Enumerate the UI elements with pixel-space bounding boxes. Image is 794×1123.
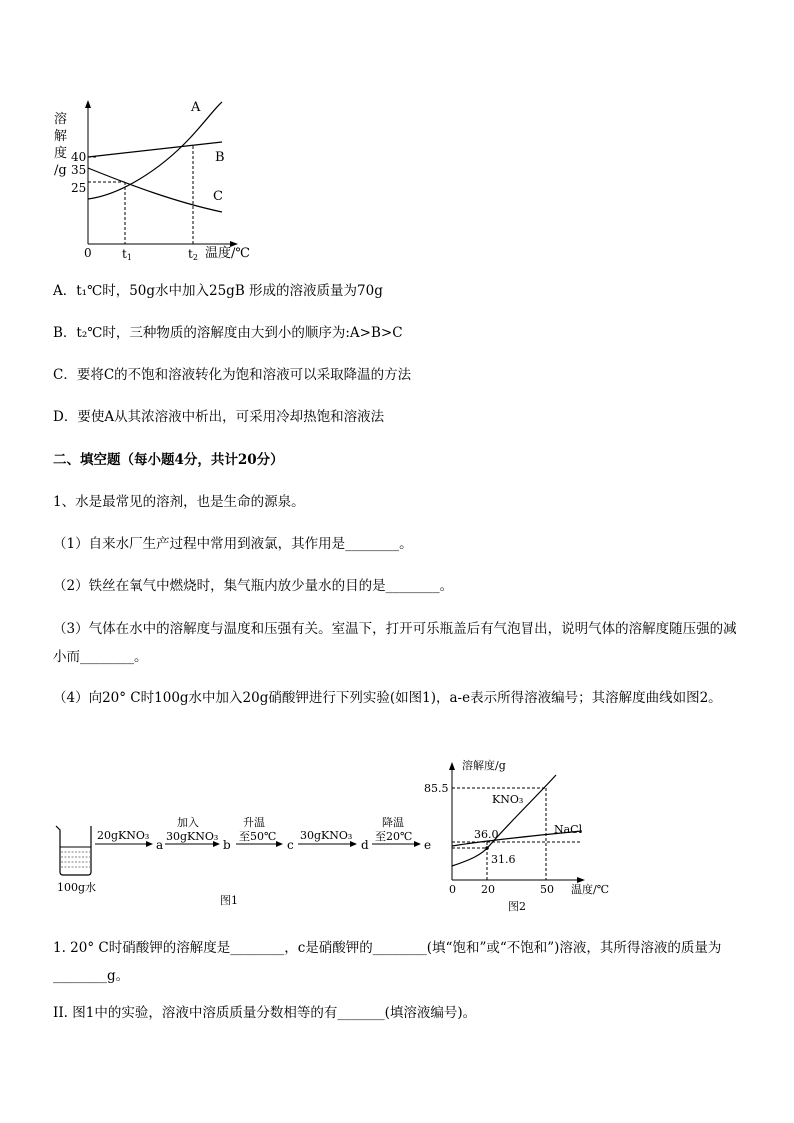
step-2-label-bottom: 30gKNO₃	[166, 830, 219, 843]
curve-b	[88, 142, 222, 157]
curve-c	[88, 168, 222, 212]
solubility-graph-abc	[50, 95, 260, 265]
fig2-y-axis-arrow	[449, 762, 455, 770]
step-1-label: 20gKNO₃	[97, 829, 150, 842]
solution-c: c	[287, 838, 294, 852]
figure-1-experiment	[50, 810, 450, 915]
curve-c-label: C	[213, 189, 223, 204]
curve-b-label: B	[215, 150, 225, 165]
solution-e: e	[424, 838, 432, 852]
option-b: B．t₂℃时，三种物质的溶解度由大到小的顺序为:A>B>C	[53, 325, 403, 341]
y-axis-label-3: 度	[54, 146, 68, 161]
step-3-label-top: 升温	[243, 816, 265, 829]
solution-b: b	[223, 838, 231, 852]
question-1-part-1: （1）自来水厂生产过程中常用到液氯，其作用是________。	[53, 536, 413, 552]
step-2-label-top: 加入	[177, 816, 199, 829]
solution-a: a	[156, 838, 164, 852]
xtick-t2: t2	[188, 247, 198, 262]
option-a: A．t₁℃时，50g水中加入25gB 形成的溶液质量为70g	[53, 283, 383, 299]
intersection-point	[485, 846, 489, 850]
fig2-x-label: 温度/℃	[571, 883, 610, 896]
ytick-25: 25	[71, 181, 87, 195]
nacl-label: NaCl	[554, 823, 583, 836]
question-1-part-4: （4）向20° C时100g水中加入20g硝酸钾进行下列实验(如图1)，a-e表示所得溶液编号；其溶解度曲线如图2。	[53, 690, 722, 706]
option-d: D．要使A从其浓溶液中析出，可采用冷却热饱和溶液法	[53, 409, 385, 425]
beaker-label: 100g水	[57, 881, 97, 894]
y-axis-arrow	[85, 100, 91, 108]
x-axis-label: 温度/℃	[205, 246, 250, 261]
beaker-icon	[56, 826, 91, 875]
xtick-0: 0	[449, 883, 456, 896]
curve-a-label: A	[191, 100, 201, 115]
origin-label: 0	[84, 246, 92, 260]
y-axis-label-1: 溶	[54, 112, 68, 127]
solution-d: d	[361, 838, 369, 852]
ytick-40: 40	[71, 150, 87, 164]
sub-question-1: 1. 20° C时硝酸钾的溶解度是________，c是硝酸钾的________(填“饱和”或“不饱和”)溶液，其所得溶液的质量为________g。	[53, 940, 722, 984]
option-c: C．要将C的不饱和溶液转化为饱和溶液可以采取降温的方法	[53, 367, 412, 383]
kno3-label: KNO₃	[492, 793, 524, 806]
curve-a	[88, 102, 222, 199]
step-4-label: 30gKNO₃	[300, 829, 353, 842]
xtick-20: 20	[481, 883, 495, 896]
figure-1-caption: 图1	[220, 894, 238, 907]
fig2-y-label: 溶解度/g	[462, 759, 506, 772]
xtick-t1: t1	[122, 247, 132, 262]
question-1: 1、水是最常见的溶剂，也是生命的源泉。	[53, 494, 305, 510]
xtick-50: 50	[540, 883, 554, 896]
label-31-6: 31.6	[491, 853, 516, 866]
step-5-label-bottom: 至20℃	[375, 830, 413, 843]
question-1-part-3: （3）气体在水中的溶解度与温度和压强有关。室温下，打开可乐瓶盖后有气泡冒出，说明气体的溶解度随压强的减小而________。	[53, 621, 737, 665]
step-3-label-bottom: 至50℃	[239, 830, 277, 843]
label-36-0: 36.0	[474, 828, 499, 841]
sub-question-2: II. 图1中的实验，溶液中溶质质量分数相等的有_______(填溶液编号)。	[53, 1005, 477, 1021]
figure-2-solubility	[420, 755, 625, 915]
step-5-label-top: 降温	[382, 816, 404, 829]
question-1-part-2: （2）铁丝在氧气中燃烧时，集气瓶内放少量水的目的是________。	[53, 578, 454, 594]
y-axis-label-4: /g	[54, 163, 67, 178]
label-85-5: 85.5	[424, 782, 449, 795]
section-heading: 二、填空题（每小题4分，共计20分）	[53, 452, 284, 468]
ytick-35: 35	[71, 163, 87, 177]
y-axis-label-2: 解	[54, 129, 68, 144]
figure-2-caption: 图2	[508, 900, 526, 913]
